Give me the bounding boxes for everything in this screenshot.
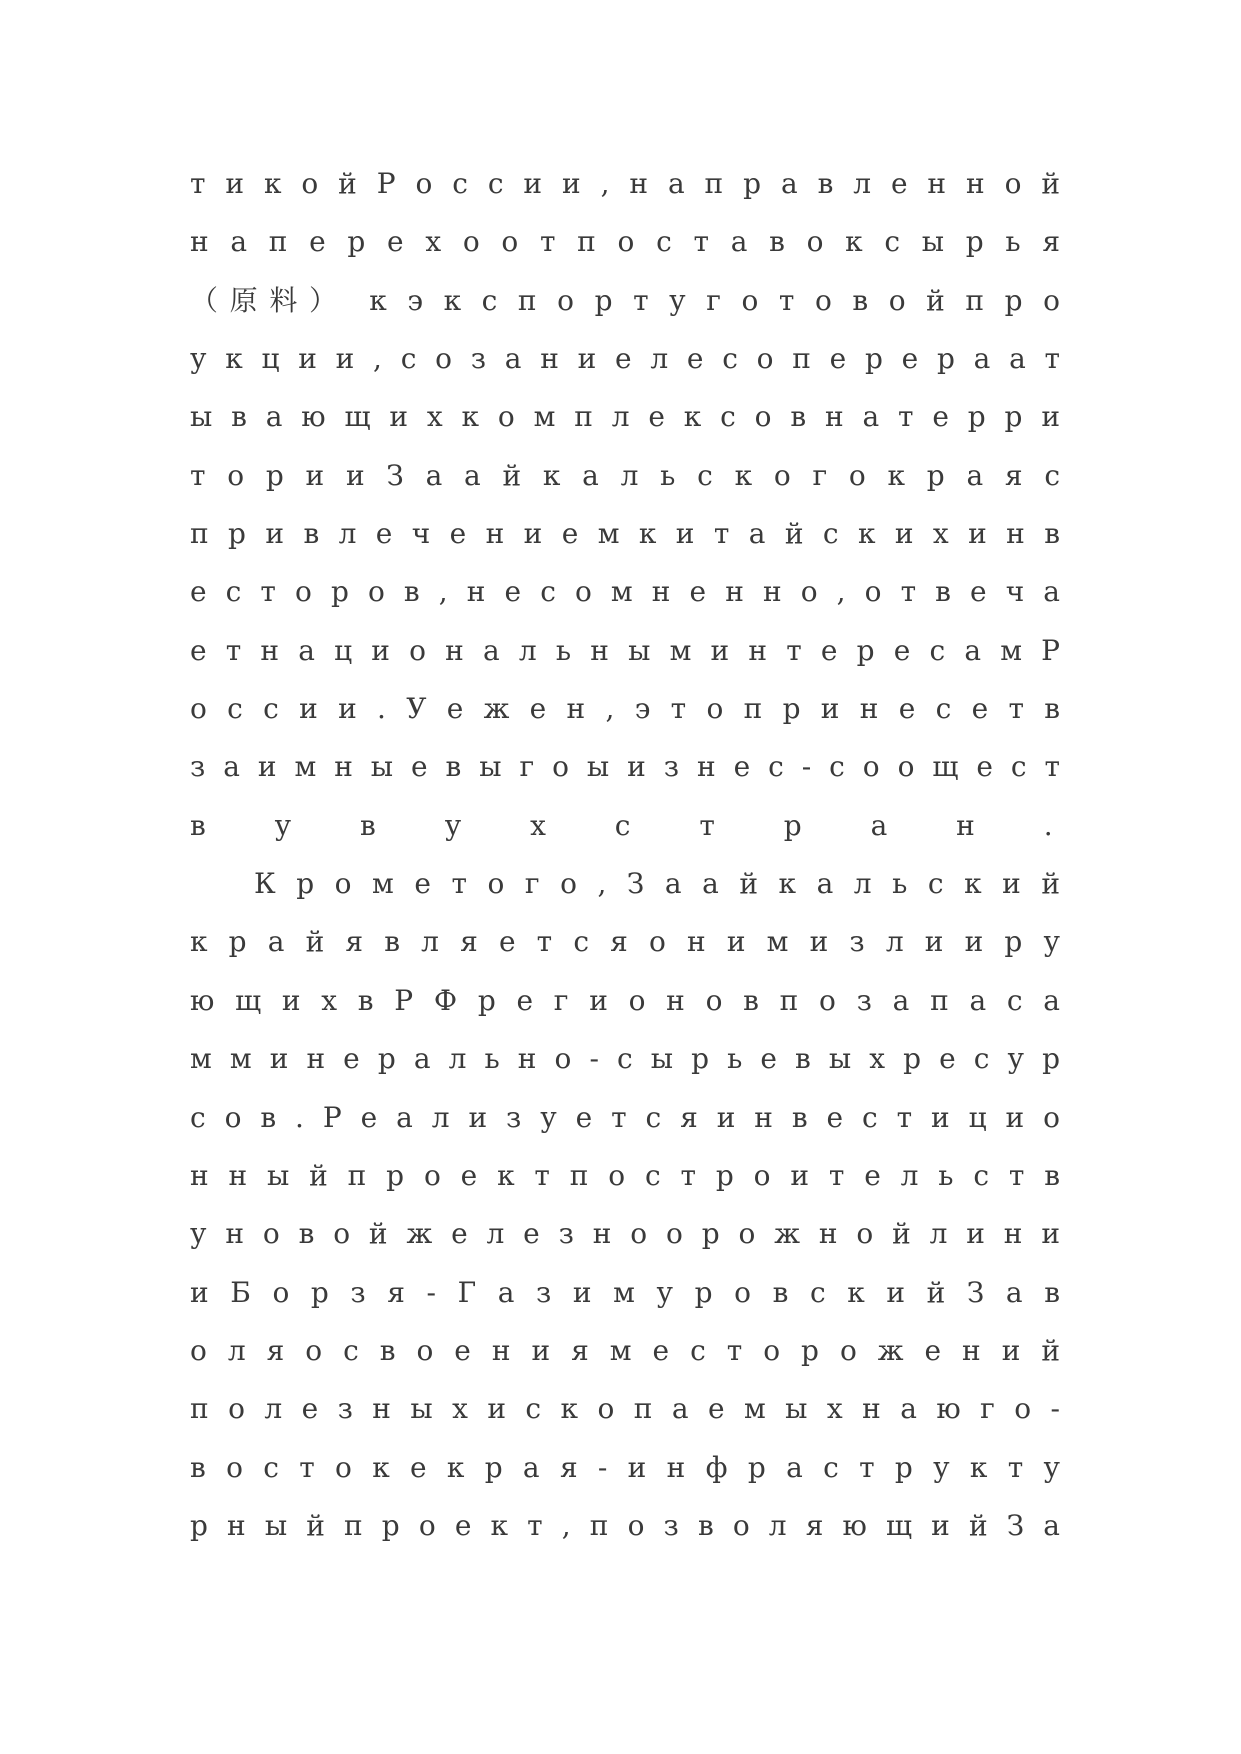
text-line: у н о в о й ж е л е з н о о р о ж н о й л и н и <box>190 1217 1060 1251</box>
text-line: ы в а ю щ и х к о м п л е к с о в н а т е р р и <box>190 400 1060 434</box>
text-line: с о в . Р е а л и з у е т с я и н в е с т и ц и о <box>190 1100 1060 1134</box>
text-line: （原料） к э к с п о р т у г о т о в о й п р о <box>190 283 1060 317</box>
text-line: п р и в л е ч е н и е м к и т а й с к и х и н в <box>190 517 1060 551</box>
text-line: м м и н е р а л ь н о - с ы р ь е в ы х р е с у р <box>190 1042 1060 1076</box>
paragraph-end-line: в у в у х с т р а н . <box>190 808 1083 842</box>
paragraph-start-line: К р о м е т о г о , З а а й к а л ь с к и й <box>254 867 1060 901</box>
text-line: н н ы й п р о е к т п о с т р о и т е л ь с т в <box>190 1158 1060 1192</box>
body-text <box>190 155 1083 1555</box>
text-line: т и к о й Р о с с и и , н а п р а в л е н н о й <box>190 167 1060 200</box>
text-line: т о р и и З а а й к а л ь с к о г о к р а я с <box>190 458 1060 492</box>
text-line: о с с и и . У е ж е н , э т о п р и н е с е т в <box>190 692 1060 726</box>
text-line: р н ы й п р о е к т , п о з в о л я ю щ и й З а <box>190 1508 1060 1542</box>
text-line: и Б о р з я - Г а з и м у р о в с к и й З а в <box>190 1275 1060 1309</box>
text-line: у к ц и и , с о з а н и е л е с о п е р е р а а т <box>190 342 1060 376</box>
text-line: в о с т о к е к р а я - и н ф р а с т р у к т у <box>190 1450 1060 1484</box>
text-line: к р а й я в л я е т с я о н и м и з л и и р у <box>190 925 1060 959</box>
text-line: п о л е з н ы х и с к о п а е м ы х н а ю г о - <box>190 1392 1060 1426</box>
text-line: н а п е р е х о о т п о с т а в о к с ы р ь я <box>190 225 1060 259</box>
text-line: з а и м н ы е в ы г о ы и з н е с - с о о щ е с т <box>190 750 1060 784</box>
text-line: е т н а ц и о н а л ь н ы м и н т е р е с а м Р <box>190 633 1060 667</box>
text-line: о л я о с в о е н и я м е с т о р о ж е н и й <box>190 1333 1060 1367</box>
text-line: е с т о р о в , н е с о м н е н н о , о т в е ч а <box>190 575 1060 609</box>
text-line: ю щ и х в Р Ф р е г и о н о в п о з а п а с а <box>190 983 1060 1017</box>
